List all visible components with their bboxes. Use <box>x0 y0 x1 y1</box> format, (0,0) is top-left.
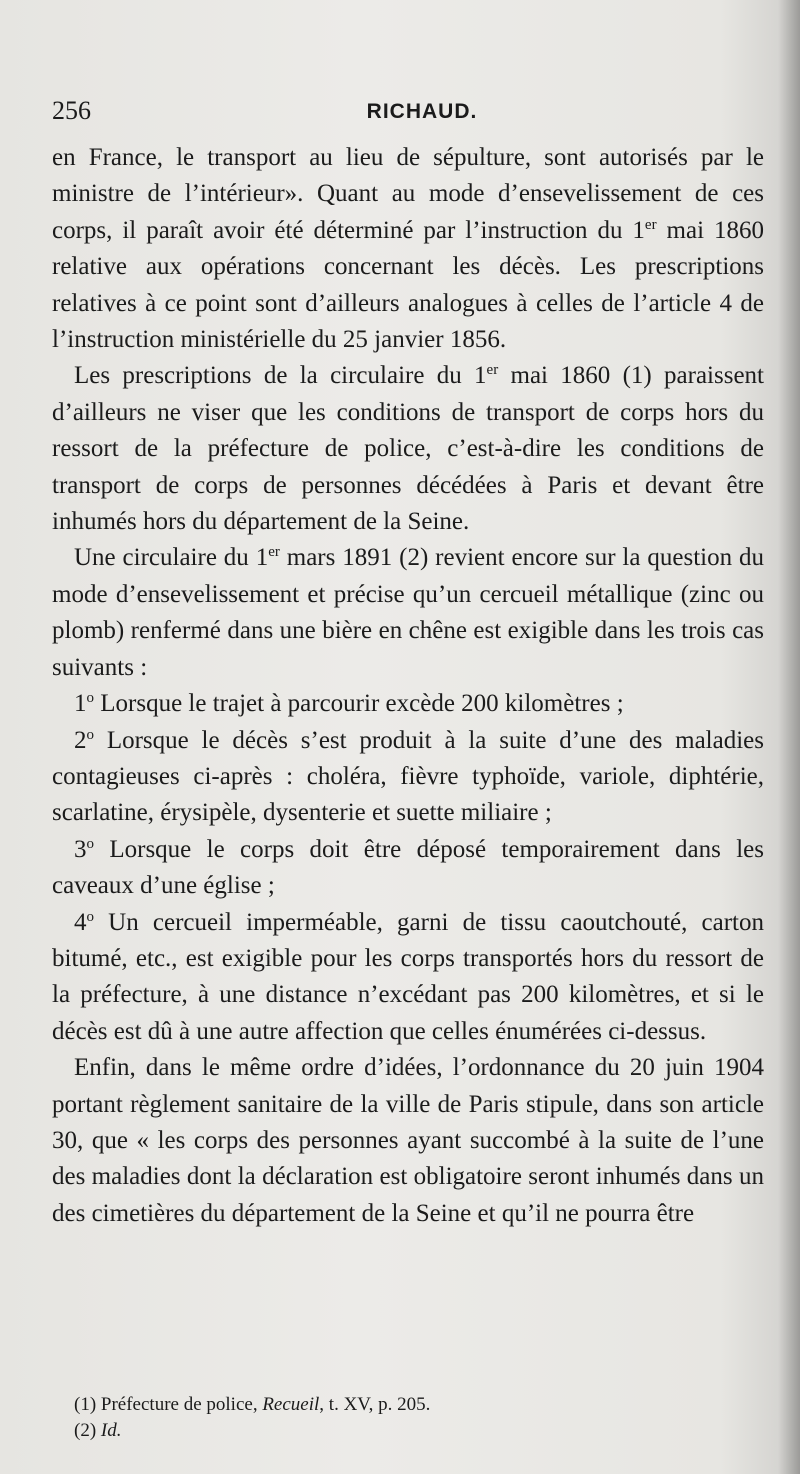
page-edge-shadow <box>778 0 800 1474</box>
list-item-1: 1$^o$ Lorsque le trajet à parcourir excède 200 kilomètres ; <box>74 690 624 718</box>
list-item-2: 2$^o$ Lorsque le décès s’est produit à la suite d’une des maladies contagieuses ci-après : choléra, fièvre typhoïde, variole, diphtérie, scarlatine, érysipèle, dysenterie et suette miliaire ; <box>52 726 764 827</box>
list-item-4: 4$^o$ Un cercueil imperméable, garni de tissu caoutchouté, carton bitumé, etc., est exigible pour les corps transportés hors du ressort de la préfecture, à une distance n’excédant pas 200 kilomètres, et si le décès est dû à une autre affection que celles énumérées ci-dessus. <box>52 908 764 1045</box>
page-number: 256 <box>52 96 91 125</box>
paragraph-2: Les prescriptions de la circulaire du 1er mai 1860 (1) paraissent d’ailleurs ne viser que les conditions de transport de corps hors du ressort de la préfecture de police, c’est-à-dire les conditions de transport de corps de personnes décédées à Paris et devant être inhumés hors du département de la Seine. <box>52 362 764 536</box>
running-head: RICHAUD. <box>366 100 478 123</box>
body-text <box>52 140 764 1232</box>
footnote-2: (2) Id. <box>74 1420 122 1441</box>
footnotes <box>74 1392 754 1444</box>
list-item-3: 3$^o$ Lorsque le corps doit être déposé temporairement dans les caveaux d’une église ; <box>52 835 764 900</box>
page-header <box>52 96 762 132</box>
paragraph-4: Enfin, dans le même ordre d’idées, l’ordonnance du 20 juin 1904 portant règlement sanitaire de la ville de Paris stipule, dans son article 30, que « les corps des personnes ayant succombé à la suite de l’une des maladies dont la déclaration est obligatoire seront inhumés dans un des cimetières du département de la Seine et qu’il ne pourra être <box>52 1054 764 1227</box>
paragraph-3: Une circulaire du 1er mars 1891 (2) revient encore sur la question du mode d’ensevelissement et précise qu’un cercueil métallique (zinc ou plomb) renfermé dans une bière en chêne est exigible dans les trois cas suivants : <box>52 544 764 681</box>
paragraph-1: en France, le transport au lieu de sépulture, sont autorisés par le ministre de l’intérieur». Quant au mode d’ensevelissement de ces corps, il paraît avoir été déterminé par l’instruction du 1er mai 1860 relative aux opérations concernant les décès. Les prescriptions relatives à ce point sont d’ailleurs analogues à celles de l’article 4 de l’instruction ministérielle du 25 janvier 1856. <box>52 144 764 354</box>
footnote-1: (1) Préfecture de police, Recueil, t. XV, p. 205. <box>74 1394 431 1415</box>
